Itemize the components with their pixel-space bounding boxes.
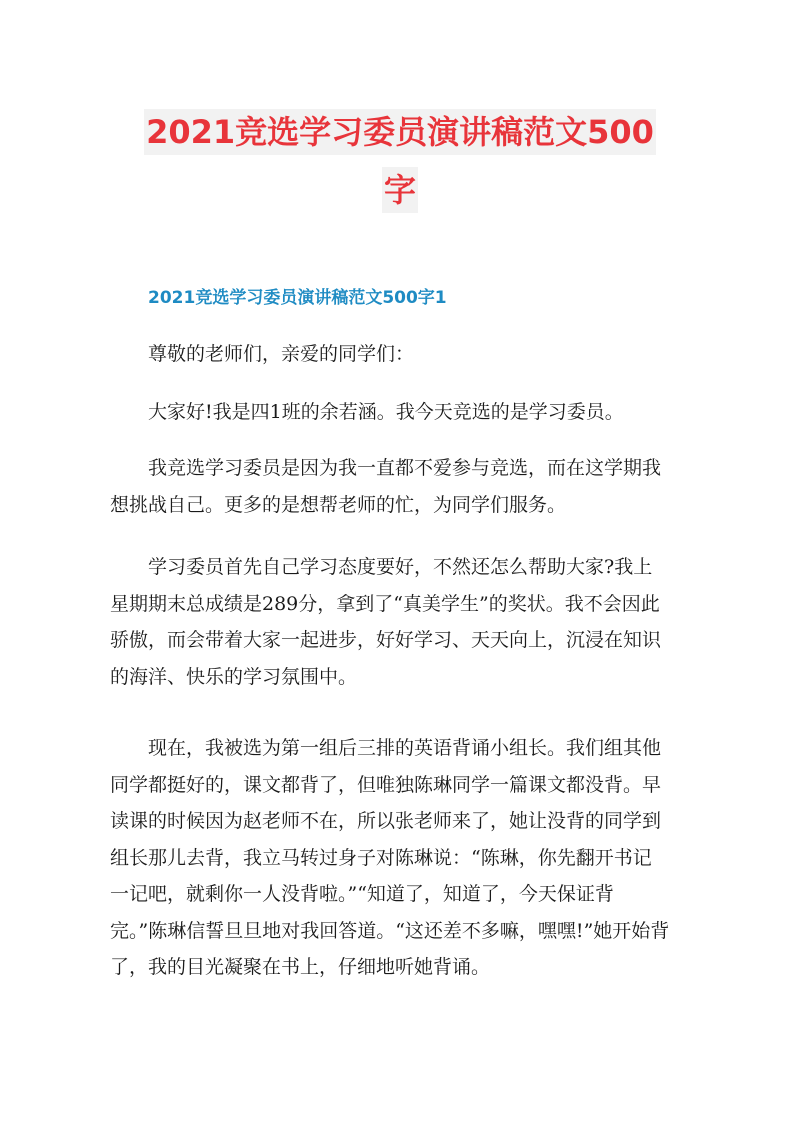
title-line-1: 2021竞选学习委员演讲稿范文500 bbox=[144, 109, 656, 155]
title-line-2: 字 bbox=[382, 167, 418, 213]
paragraph-greeting: 尊敬的老师们，亲爱的同学们： bbox=[148, 343, 415, 365]
paragraph-motivation: 我竞选学习委员是因为我一直都不爱参与竞选，而在这学期我想挑战自己。更多的是想帮老师的忙，为同学们服务。 bbox=[110, 457, 662, 516]
document-title bbox=[120, 103, 680, 219]
section-heading: 2021竞选学习委员演讲稿范文500字1 bbox=[148, 288, 447, 308]
paragraph-introduction: 大家好!我是四1班的余若涵。我今天竞选的是学习委员。 bbox=[148, 401, 624, 423]
paragraph-study-attitude: 学习委员首先自己学习态度要好，不然还怎么帮助大家?我上星期期末总成绩是289分，拿到了“真美学生”的奖状。我不会因此骄傲，而会带着大家一起进步，好好学习、天天向上，沉浸在知识的海洋、快乐的学习氛围中。 bbox=[110, 556, 662, 688]
paragraph-group-leader: 现在，我被选为第一组后三排的英语背诵小组长。我们组其他同学都挺好的，课文都背了，但唯独陈琳同学一篇课文都没背。早读课的时候因为赵老师不在，所以张老师来了，她让没背的同学到组长那儿去背，我立马转过身子对陈琳说：“陈琳，你先翻开书记一记吧，就剩你一人没背啦。”“知道了，知道了，今天保证背完。”陈琳信誓旦旦地对我回答道。“这还差不多嘛，嘿嘿!”她开始背了，我的目光凝聚在书上，仔细地听她背诵。 bbox=[110, 737, 670, 978]
